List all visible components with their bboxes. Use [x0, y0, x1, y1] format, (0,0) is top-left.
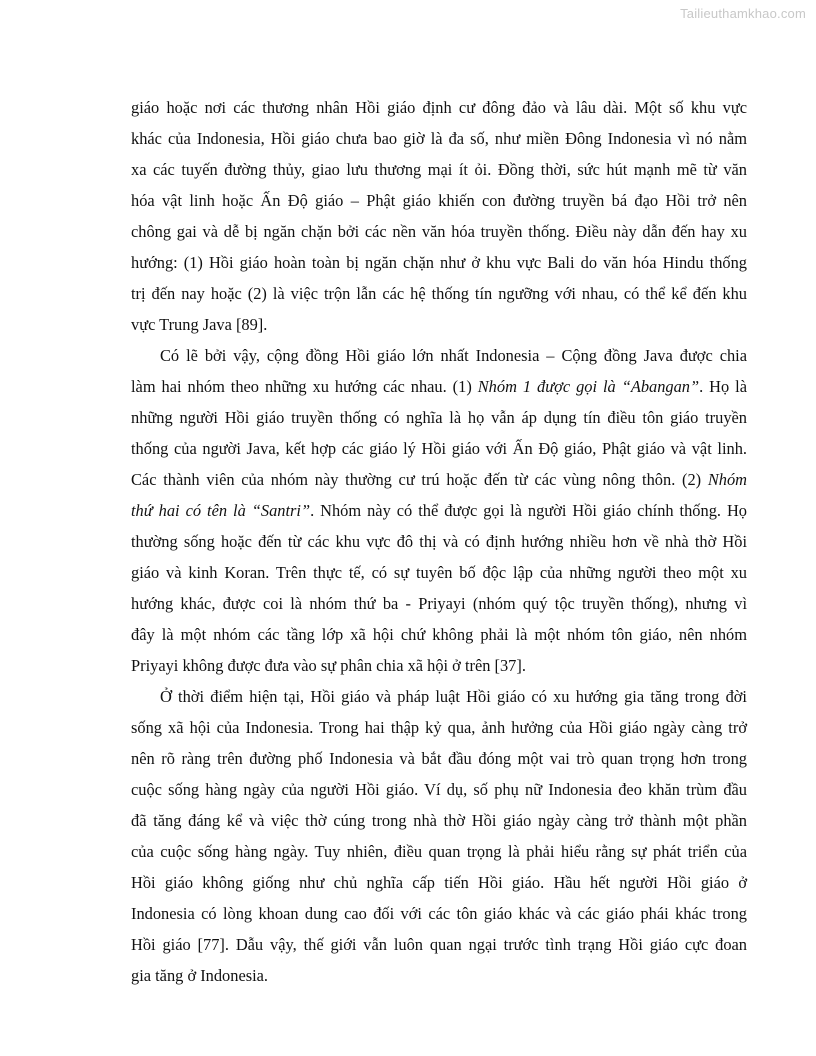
text-line: hướng khác, được coi là nhóm thứ ba - Priyayi (nhóm quý tộc truyền thống), nhưng vì — [131, 594, 747, 613]
text-line: thống của người Java, kết hợp các giáo lý Hồi giáo với Ấn Độ giáo, Phật giáo và vật linh. — [131, 439, 747, 458]
text-line: cuộc sống hàng ngày của người Hồi giáo. Ví dụ, số phụ nữ Indonesia đeo khăn trùm đầu — [131, 780, 747, 799]
text-line: xa các tuyến đường thủy, giao lưu thương mại ít ỏi. Đồng thời, sức hút mạnh mẽ từ văn — [131, 160, 747, 179]
text-line: của cuộc sống hàng ngày. Tuy nhiên, điều quan trọng là phải hiểu rằng sự phát triển của — [131, 842, 747, 861]
text-line: Hồi giáo không giống như chủ nghĩa cấp tiến Hồi giáo. Hầu hết người Hồi giáo ở — [131, 873, 747, 892]
paragraph-3 — [131, 681, 747, 991]
document-body — [131, 92, 747, 991]
italic-text: Nhóm — [707, 470, 747, 489]
text-line: Có lẽ bởi vậy, cộng đồng Hồi giáo lớn nhất Indonesia – Cộng đồng Java được chia — [160, 346, 747, 365]
text-line: Các thành viên của nhóm này thường cư trú hoặc đến từ các vùng nông thôn. (2) Nhóm — [131, 470, 747, 489]
text-line: thứ hai có tên là “Santri”. Nhóm này có thể được gọi là người Hồi giáo chính thống. Họ — [131, 501, 747, 520]
text-line: giáo hoặc nơi các thương nhân Hồi giáo định cư đông đảo và lâu dài. Một số khu vực — [131, 98, 747, 117]
text-line: hóa vật linh hoặc Ấn Độ giáo – Phật giáo khiến con đường truyền bá đạo Hồi trở nên — [131, 191, 747, 210]
text-line: giáo và kinh Koran. Trên thực tế, có sự tuyên bố độc lập của những người theo một xu — [131, 563, 747, 582]
text-line: Priyayi không được đưa vào sự phân chia xã hội ở trên [37]. — [131, 656, 526, 675]
text-line: gia tăng ở Indonesia. — [131, 966, 269, 985]
italic-text: thứ hai có tên là “Santri” — [131, 501, 311, 520]
text-line: khác của Indonesia, Hồi giáo chưa bao giờ là đa số, như miền Đông Indonesia vì nó nằm — [131, 129, 747, 148]
paragraph-2 — [131, 340, 747, 681]
text-line: đã tăng đáng kể và việc thờ cúng trong nhà thờ Hồi giáo ngày càng trở thành một phần — [131, 811, 747, 830]
text-line: nên rõ ràng trên đường phố Indonesia và bắt đầu đóng một vai trò quan trọng hơn trong — [131, 749, 747, 768]
text-line: sống xã hội của Indonesia. Trong hai thập kỷ qua, ảnh hưởng của Hồi giáo ngày càng trở — [131, 718, 747, 737]
watermark-text: Tailieuthamkhao.com — [680, 6, 806, 21]
text-line: Indonesia có lòng khoan dung cao đối với các tôn giáo khác và các giáo phái khác trong — [131, 904, 747, 923]
text-line: hướng: (1) Hồi giáo hoàn toàn bị ngăn chặn như ở khu vực Bali do văn hóa Hindu thống — [131, 253, 747, 272]
text-line: thường sống hoặc đến từ các khu vực đô thị và có định hướng nhiều hơn về nhà thờ Hồi — [131, 532, 747, 551]
text-line: Hồi giáo [77]. Dẫu vậy, thế giới vẫn luôn quan ngại trước tình trạng Hồi giáo cực đoan — [131, 935, 747, 954]
text-line: những người Hồi giáo truyền thống có nghĩa là họ vẫn áp dụng tín điều tôn giáo truyền — [131, 408, 747, 427]
italic-text: Nhóm 1 được gọi là “Abangan” — [477, 377, 700, 396]
paragraph-1 — [131, 92, 747, 340]
text-line: đây là một nhóm các tầng lớp xã hội chứ không phải là một nhóm tôn giáo, nên nhóm — [131, 625, 747, 644]
text-line: trị đến nay hoặc (2) là việc trộn lẫn các hệ thống tín ngưỡng với nhau, có thể kể đến khu — [131, 284, 747, 303]
text-line: làm hai nhóm theo những xu hướng các nhau. (1) Nhóm 1 được gọi là “Abangan”. Họ là — [131, 377, 747, 396]
text-line: Ở thời điểm hiện tại, Hồi giáo và pháp luật Hồi giáo có xu hướng gia tăng trong đời — [160, 687, 747, 706]
text-line: chông gai và dễ bị ngăn chặn bởi các nền văn hóa truyền thống. Điều này dẫn đến hay xu — [131, 222, 747, 241]
text-line: vực Trung Java [89]. — [131, 315, 268, 334]
